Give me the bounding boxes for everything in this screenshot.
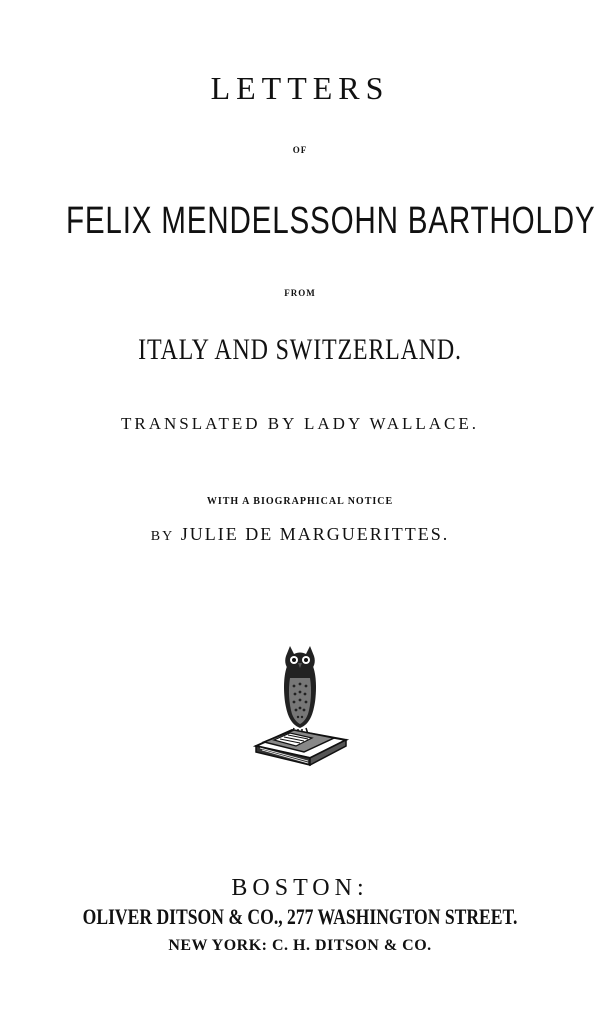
biographical-notice-label: WITH A BIOGRAPHICAL NOTICE: [206, 496, 394, 507]
owl-on-books-icon: [250, 642, 350, 767]
biographical-notice-author: [0, 525, 600, 544]
from-connector: FROM: [284, 288, 316, 298]
new-york-agent: NEW YORK: C. H. DITSON & CO.: [168, 937, 432, 954]
bio-author-name: JULIE DE MARGUERITTES.: [180, 524, 450, 544]
bio-by-word: BY: [150, 529, 175, 544]
stacked-books: [256, 730, 346, 765]
publisher-address: OLIVER DITSON & CO., 277 WASHINGTON STREET.: [82, 904, 518, 929]
of-connector: OF: [292, 145, 308, 155]
translator-credit: TRANSLATED BY LADY WALLACE.: [120, 414, 480, 433]
book-subtitle: ITALY AND SWITZERLAND.: [138, 333, 462, 366]
author-name: FELIX MENDELSSOHN BARTHOLDY: [66, 200, 596, 242]
publication-city: BOSTON:: [231, 875, 369, 901]
owl-figure: [284, 646, 316, 735]
book-title: LETTERS: [210, 70, 390, 106]
